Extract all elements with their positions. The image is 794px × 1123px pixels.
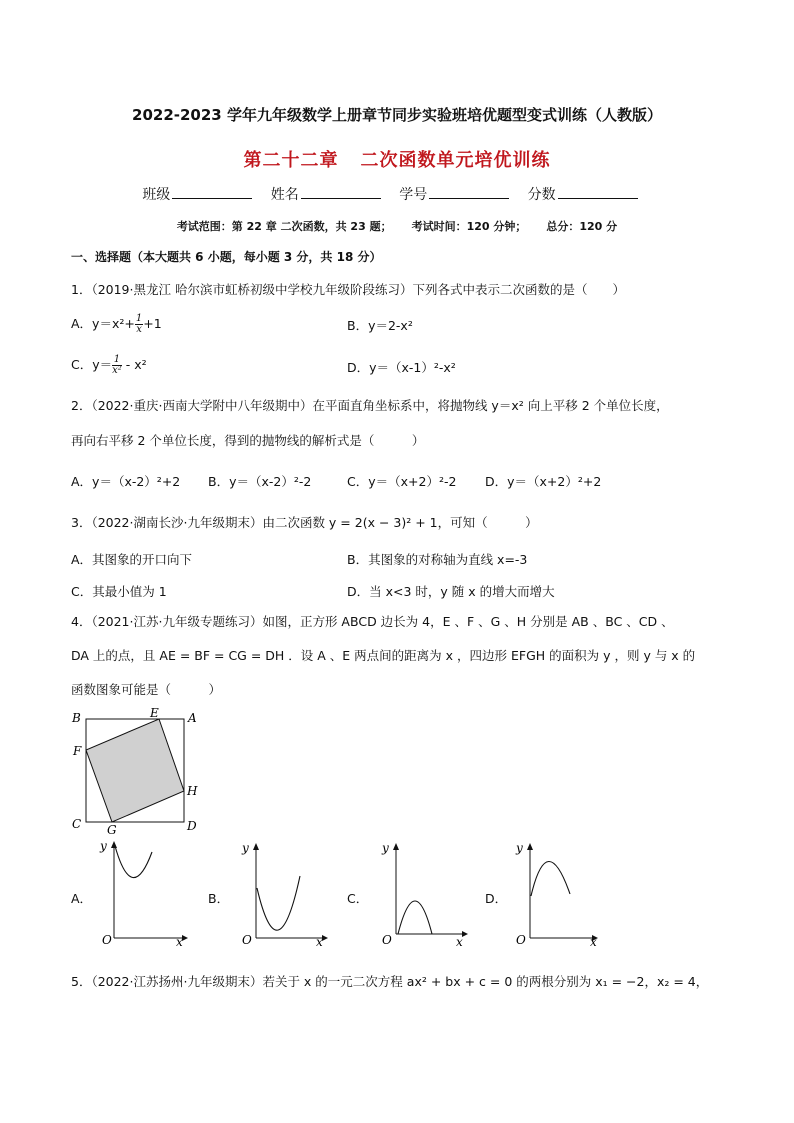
exam-total: 总分：120 分 xyxy=(546,220,618,233)
q1-a-pre: A．y＝x²+ xyxy=(71,316,135,331)
student-info-line xyxy=(0,184,794,204)
axis-x-label: x xyxy=(176,935,183,949)
question-4-option-d-letter[interactable]: D． xyxy=(485,891,508,906)
label-h: H xyxy=(187,784,198,798)
question-1-option-d[interactable]: D．y＝（x-1）²-x² xyxy=(347,360,456,375)
axis-x-label: x xyxy=(456,935,463,949)
question-4-option-c-letter[interactable]: C． xyxy=(347,891,369,906)
question-4-option-b-letter[interactable]: B． xyxy=(208,891,230,906)
question-1-stem: 1．（2019·黑龙江 哈尔滨市虹桥初级中学校九年级阶段练习）下列各式中表示二次函数的是（ ） xyxy=(71,282,625,297)
question-2-stem-line1: 2．（2022·重庆·西南大学附中八年级期中）在平面直角坐标系中，将抛物线 y＝x² 向上平移 2 个单位长度， xyxy=(71,398,669,413)
exam-info xyxy=(0,218,794,234)
curve-a xyxy=(115,846,152,878)
graph-option-d[interactable] xyxy=(512,838,608,950)
origin-label: O xyxy=(102,933,112,947)
question-2-option-d[interactable]: D．y＝（x+2）²+2 xyxy=(485,474,602,489)
origin-label: O xyxy=(242,933,252,947)
question-1-option-b[interactable]: B．y＝2-x² xyxy=(347,318,413,333)
chapter-title xyxy=(0,146,794,172)
label-b: B xyxy=(72,711,81,725)
label-f: F xyxy=(73,744,82,758)
exam-scope: 考试范围：第 22 章 二次函数，共 23 题； xyxy=(176,220,392,233)
class-field[interactable] xyxy=(172,186,252,199)
axis-x-label: x xyxy=(590,935,597,949)
name-label: 姓名 xyxy=(270,187,299,203)
question-3-option-a[interactable]: A．其图象的开口向下 xyxy=(71,552,193,567)
label-c: C xyxy=(72,817,82,831)
name-field[interactable] xyxy=(301,186,381,199)
q1-c-num: 1 xyxy=(113,354,121,365)
question-2-stem-line2: 再向右平移 2 个单位长度，得到的抛物线的解析式是（ ） xyxy=(71,433,425,448)
q1-a-fraction xyxy=(135,314,143,335)
question-2-option-a[interactable]: A．y＝（x-2）²+2 xyxy=(71,474,181,489)
curve-b xyxy=(257,876,300,930)
q1-a-post: +1 xyxy=(143,316,162,331)
q1-a-den: x xyxy=(136,324,142,335)
question-1-option-c[interactable] xyxy=(71,355,147,376)
question-4-option-a-letter[interactable]: A． xyxy=(71,891,93,906)
question-3-option-b[interactable]: B．其图象的对称轴为直线 x=-3 xyxy=(347,552,528,567)
origin-label: O xyxy=(382,933,392,947)
label-a: A xyxy=(188,711,197,725)
quad-efgh xyxy=(86,719,184,822)
q1-c-fraction xyxy=(112,355,122,376)
axis-y-label: y xyxy=(516,841,523,855)
chapter-name: 二次函数单元培优训练 xyxy=(360,150,551,171)
question-4-stem-line3: 函数图象可能是（ ） xyxy=(71,682,222,697)
score-label: 分数 xyxy=(527,187,556,203)
curve-d xyxy=(531,861,570,896)
class-label: 班级 xyxy=(142,187,171,203)
id-field[interactable] xyxy=(429,186,509,199)
question-2-option-b[interactable]: B．y＝（x-2）²-2 xyxy=(208,474,312,489)
score-field[interactable] xyxy=(558,186,638,199)
document-title: 2022-2023 学年九年级数学上册章节同步实验班培优题型变式训练（人教版） xyxy=(132,106,662,124)
section-title: 一、选择题（本大题共 6 小题，每小题 3 分，共 18 分） xyxy=(71,250,382,264)
square-figure xyxy=(66,704,206,836)
q1-a-num: 1 xyxy=(135,313,143,324)
question-3-option-d[interactable]: D．当 x<3 时，y 随 x 的增大而增大 xyxy=(347,584,555,599)
question-1-option-a[interactable] xyxy=(71,314,162,335)
question-2-option-c[interactable]: C．y＝（x+2）²-2 xyxy=(347,474,457,489)
label-e: E xyxy=(150,706,159,720)
id-label: 学号 xyxy=(399,187,428,203)
q1-c-post: - x² xyxy=(121,357,147,372)
question-4-stem-line1: 4．（2021·江苏·九年级专题练习）如图，正方形 ABCD 边长为 4，E 、F 、G 、H 分别是 AB 、BC 、CD 、 xyxy=(71,614,674,629)
axis-x-label: x xyxy=(316,935,323,949)
axis-y-label: y xyxy=(242,841,249,855)
chapter-number: 第二十二章 xyxy=(243,150,339,171)
question-4-stem-line2: DA 上的点，且 AE = BF = CG = DH ．设 A 、E 两点间的距离为 x ，四边形 EFGH 的面积为 y ，则 y 与 x 的 xyxy=(71,648,696,663)
q1-c-pre: C．y＝ xyxy=(71,357,113,372)
question-5-stem: 5．（2022·江苏扬州·九年级期末）若关于 x 的一元二次方程 ax² + bx + c = 0 的两根分别为 x₁ = −2，x₂ = 4， xyxy=(71,974,709,989)
origin-label: O xyxy=(516,933,526,947)
label-g: G xyxy=(107,823,117,836)
axis-y-label: y xyxy=(100,839,107,853)
q1-c-den: x² xyxy=(112,365,122,376)
curve-c xyxy=(398,901,432,934)
graph-option-b[interactable] xyxy=(236,838,332,950)
graph-option-a[interactable] xyxy=(96,838,192,950)
question-3-stem: 3．（2022·湖南长沙·九年级期末）由二次函数 y = 2(x − 3)² + 1，可知（ ） xyxy=(71,515,538,530)
question-3-option-c[interactable]: C．其最小值为 1 xyxy=(71,584,167,599)
label-d: D xyxy=(187,819,197,833)
exam-time: 考试时间：120 分钟； xyxy=(411,220,527,233)
axis-y-label: y xyxy=(382,841,389,855)
graph-option-c[interactable] xyxy=(376,838,472,950)
